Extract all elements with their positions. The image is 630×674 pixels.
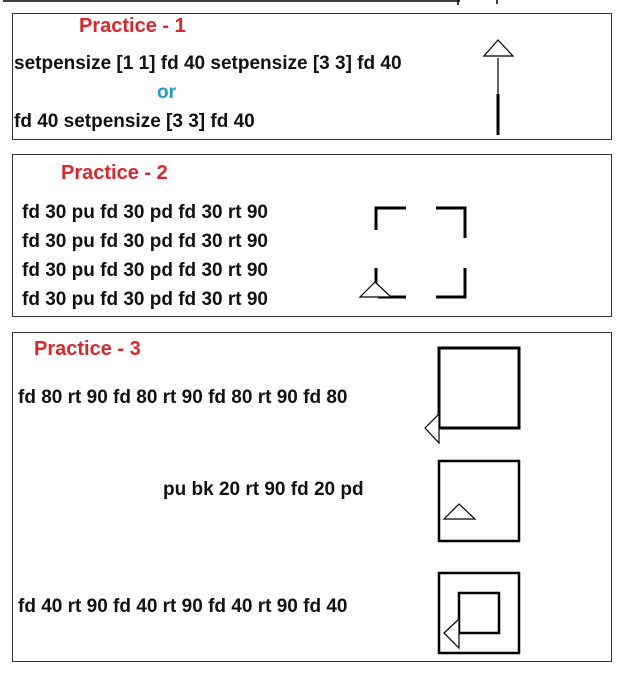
practice-2-dashed-square-drawing bbox=[355, 200, 475, 310]
practice-2-title: Practice - 2 bbox=[61, 162, 168, 184]
practice-3-title: Practice - 3 bbox=[34, 338, 141, 360]
practice-3-square-drawing-2 bbox=[420, 458, 530, 548]
corner-top-right bbox=[436, 208, 465, 238]
practice-2-command-1: fd 30 pu fd 30 pd fd 30 rt 90 bbox=[22, 202, 268, 223]
square-80 bbox=[439, 348, 519, 428]
corner-top-left bbox=[376, 208, 406, 230]
practice-1-command-2: fd 40 setpensize [3 3] fd 40 bbox=[14, 111, 255, 132]
square-80 bbox=[439, 461, 519, 541]
top-edge-fragment bbox=[0, 0, 630, 6]
practice-3-square-drawing-1 bbox=[420, 345, 530, 445]
practice-2-command-2: fd 30 pu fd 30 pd fd 30 rt 90 bbox=[22, 231, 268, 252]
practice-1-command-1: setpensize [1 1] fd 40 setpensize [3 3] fd 40 bbox=[14, 53, 402, 74]
practice-3-command-3: fd 40 rt 90 fd 40 rt 90 fd 40 rt 90 fd 40 bbox=[18, 596, 348, 617]
turtle-icon bbox=[484, 40, 513, 56]
practice-3-nested-square-drawing bbox=[420, 570, 530, 660]
corner-bottom-right bbox=[436, 268, 465, 297]
turtle-icon bbox=[360, 282, 391, 297]
turtle-icon bbox=[444, 619, 459, 648]
turtle-icon bbox=[444, 504, 475, 519]
practice-1-title: Practice - 1 bbox=[79, 15, 186, 37]
practice-2-command-4: fd 30 pu fd 30 pd fd 30 rt 90 bbox=[22, 289, 268, 310]
inner-square-40 bbox=[459, 593, 499, 633]
practice-1-turtle-drawing bbox=[470, 30, 530, 140]
practice-3-command-2: pu bk 20 rt 90 fd 20 pd bbox=[163, 479, 364, 500]
practice-1-or: or bbox=[157, 82, 176, 103]
turtle-icon bbox=[425, 414, 439, 443]
outer-square-80 bbox=[439, 573, 519, 653]
practice-2-command-3: fd 30 pu fd 30 pd fd 30 rt 90 bbox=[22, 260, 268, 281]
practice-3-command-1: fd 80 rt 90 fd 80 rt 90 fd 80 rt 90 fd 80 bbox=[18, 387, 348, 408]
